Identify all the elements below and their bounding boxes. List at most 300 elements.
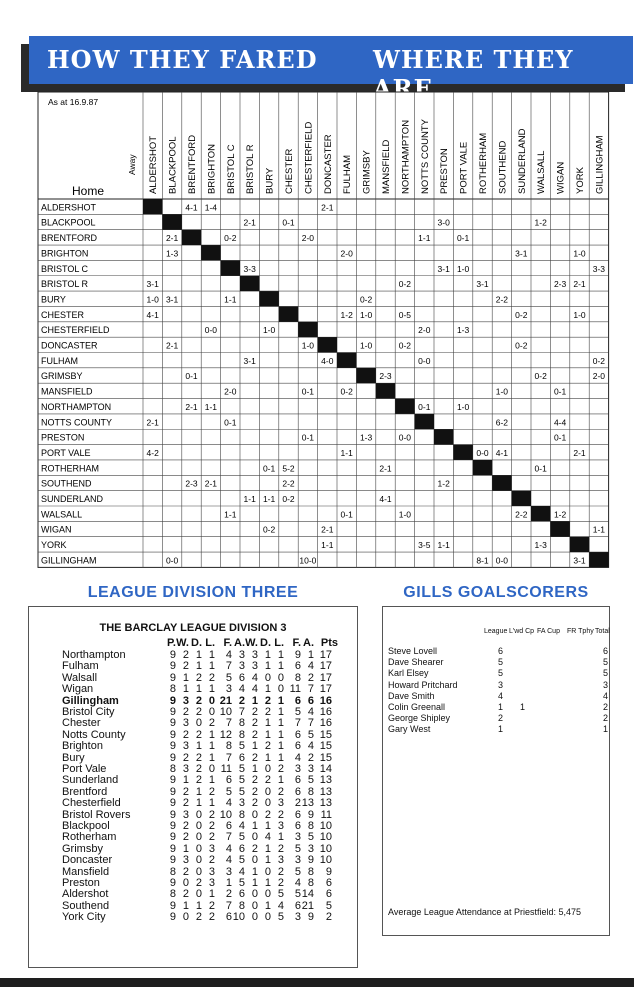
league-stat: 1 — [208, 751, 215, 764]
league-stat: 10 — [319, 854, 332, 867]
league-team-name: Southend — [62, 899, 110, 912]
league-stat: 5 — [307, 774, 314, 787]
grid-result: 2-1 — [321, 202, 334, 213]
league-stat: 2 — [182, 831, 189, 844]
league-stat: 14 — [319, 763, 332, 775]
grid-diagonal-cell — [337, 353, 356, 368]
league-team-name: York City — [62, 911, 106, 924]
grid-result: 0-2 — [515, 309, 528, 320]
league-stat: 4 — [225, 649, 232, 661]
league-stat: 1 — [195, 797, 202, 810]
league-table-row — [62, 867, 352, 878]
goalscorer-row — [388, 724, 608, 735]
grid-result: 0-1 — [282, 217, 295, 228]
grid-result: 3-1 — [476, 279, 489, 290]
league-stat: 0 — [208, 706, 215, 718]
grid-row-team: ALDERSHOT — [41, 202, 97, 213]
league-team-name: Sunderland — [62, 774, 119, 787]
league-stat: 6 — [294, 694, 301, 707]
league-stat: 6 — [294, 808, 301, 821]
league-stat: 7 — [225, 831, 232, 844]
grid-row-team: CHESTERFIELD — [41, 325, 110, 336]
grid-result: 0-2 — [340, 386, 353, 397]
league-team-name: Chester — [62, 717, 101, 730]
league-stat: 4 — [277, 899, 284, 912]
league-team-name: Rotherham — [62, 831, 117, 844]
grid-result: 1-1 — [340, 447, 353, 458]
how-they-fared-title: HOW THEY FARED — [47, 45, 318, 74]
league-stat: 6 — [294, 660, 301, 673]
league-team-name: Doncaster — [62, 854, 113, 867]
grid-row-team: FULHAM — [41, 355, 79, 366]
grid-result: 0-2 — [398, 279, 412, 290]
grid-result: 2-0 — [592, 371, 606, 382]
league-stat: 7 — [238, 706, 245, 718]
league-stat: 1 — [251, 820, 258, 832]
grid-row-team: SUNDERLAND — [41, 494, 104, 504]
grid-diagonal-cell — [318, 337, 337, 352]
grid-column-label: BURY — [264, 167, 276, 194]
league-column-header: A. — [303, 637, 314, 649]
league-table-row — [62, 901, 352, 912]
league-stat: 2 — [182, 785, 189, 798]
league-stat: 5 — [277, 888, 284, 901]
league-team-name: Port Vale — [62, 763, 107, 775]
league-stat: 2 — [294, 797, 301, 810]
league-stat: 6 — [294, 820, 301, 832]
league-table-row — [62, 753, 352, 764]
grid-result: 1-3 — [456, 325, 470, 336]
goalscorer-row — [388, 646, 608, 657]
league-stat: 1 — [277, 706, 284, 718]
league-stat: 9 — [169, 820, 176, 832]
grid-diagonal-cell — [531, 506, 550, 521]
average-attendance: Average League Attendance at Priestfield: 5,475 — [388, 907, 581, 917]
league-stat: 1 — [264, 751, 271, 764]
league-table-row — [62, 798, 352, 809]
league-stat: 0 — [208, 694, 215, 707]
league-column-header: D. — [191, 637, 202, 649]
grid-column-label: SUNDERLAND — [516, 128, 528, 194]
grid-diagonal-cell — [473, 460, 492, 475]
grid-diagonal-cell — [376, 383, 395, 398]
league-stat: 0 — [251, 911, 258, 924]
goalscorer-row — [388, 713, 608, 724]
league-stat: 7 — [294, 717, 301, 730]
grid-result: 0-1 — [553, 432, 567, 443]
league-column-header: Pts — [320, 637, 338, 649]
grid-diagonal-cell — [570, 537, 589, 552]
league-stat: 8 — [169, 865, 176, 878]
grid-result: 1-0 — [495, 386, 509, 397]
grid-result: 2-1 — [573, 447, 586, 458]
grid-result: 0-2 — [359, 294, 373, 305]
grid-result: 1-3 — [359, 432, 373, 443]
league-stat: 7 — [225, 751, 232, 764]
league-stat: 5 — [325, 899, 332, 912]
league-column-header: D. — [260, 637, 271, 649]
goalscorer-row — [388, 668, 608, 679]
league-stat: 3 — [238, 660, 245, 673]
league-stat: 2 — [195, 671, 202, 684]
league-stat: 0 — [195, 831, 202, 844]
grid-column-label: WIGAN — [555, 161, 567, 194]
league-stat: 3 — [294, 831, 301, 844]
league-stat: 5 — [225, 785, 232, 798]
grid-result: 1-2 — [534, 217, 547, 228]
league-table-row — [62, 696, 352, 707]
goalscorer-goals: 5 — [603, 668, 609, 679]
league-stat: 8 — [238, 717, 245, 730]
league-stat: 16 — [319, 694, 332, 707]
league-stat: 6 — [238, 888, 245, 901]
grid-result: 0-1 — [553, 386, 567, 397]
league-column-header: W. — [245, 637, 258, 649]
grid-column-label: GRIMSBY — [361, 150, 373, 194]
league-stat: 5 — [238, 854, 245, 867]
grid-column-label: ROTHERHAM — [478, 132, 489, 194]
league-column-header: P. — [167, 637, 176, 649]
league-stat: 0 — [264, 785, 271, 798]
grid-result: 1-1 — [592, 524, 606, 535]
grid-result: 1-0 — [359, 309, 373, 320]
league-stat: 2 — [182, 797, 189, 810]
grid-row-team: YORK — [41, 540, 67, 551]
grid-result: 4-0 — [321, 355, 334, 366]
where-they-are-title: WHERE THEY ARE — [373, 45, 574, 103]
league-stat: 0 — [264, 865, 271, 878]
grid-result: 0-2 — [398, 340, 412, 351]
league-stat: 1 — [277, 649, 284, 661]
grid-diagonal-cell — [395, 399, 414, 414]
league-stat: 15 — [319, 728, 332, 741]
goalscorer-goals: 4 — [603, 690, 609, 701]
grid-result: 4-1 — [379, 494, 392, 504]
league-stat: 6 — [238, 751, 245, 764]
league-stat: 8 — [307, 785, 314, 798]
league-team-name: Preston — [62, 877, 100, 889]
league-stat: 1 — [225, 877, 232, 889]
grid-result: 0-0 — [398, 432, 412, 443]
goalscorer-column-header: League — [484, 628, 508, 635]
league-stat: 2 — [208, 911, 215, 924]
league-stat: 0 — [264, 911, 271, 924]
goalscorer-goals: 5 — [498, 657, 504, 668]
league-stat: 6 — [294, 899, 301, 912]
league-stat: 3 — [277, 820, 284, 832]
league-stat: 1 — [195, 649, 202, 661]
grid-result: 1-0 — [456, 263, 470, 274]
grid-diagonal-cell — [550, 521, 569, 536]
goalscorer-column-header: Total — [595, 628, 610, 635]
league-team-name: Chesterfield — [62, 797, 121, 810]
league-team-name: Brentford — [62, 785, 108, 798]
goalscorer-row — [388, 680, 608, 691]
league-stat: 3 — [238, 649, 245, 661]
grid-result: 2-0 — [301, 233, 315, 244]
league-stat: 6 — [307, 694, 314, 707]
league-stat: 8 — [294, 671, 301, 684]
league-table-row — [62, 741, 352, 752]
grid-result: 4-1 — [185, 202, 198, 213]
grid-result: 0-2 — [262, 524, 276, 535]
league-stat: 1 — [251, 877, 258, 889]
league-stat: 2 — [195, 763, 202, 775]
goalscorer-goals: 1 — [498, 702, 504, 712]
league-team-name: Gillingham — [62, 694, 119, 707]
league-stat: 1 — [277, 728, 284, 741]
league-stat: 2 — [251, 706, 258, 718]
league-stat: 1 — [251, 763, 258, 775]
grid-result: 2-1 — [573, 279, 586, 290]
goalscorer-goals: 5 — [498, 668, 504, 679]
grid-column-label: CHESTER — [284, 148, 295, 194]
grid-diagonal-cell — [356, 368, 375, 383]
goalscorer-name: Dave Shearer — [388, 657, 444, 668]
league-stat: 1 — [182, 683, 189, 696]
league-stat: 6 — [294, 774, 301, 787]
grid-row-team: DONCASTER — [41, 340, 98, 351]
league-team-name: Brighton — [62, 740, 103, 753]
league-stat: 0 — [251, 831, 258, 844]
league-stat: 1 — [195, 899, 202, 912]
grid-row-team: GRIMSBY — [41, 371, 83, 382]
grid-diagonal-cell — [589, 552, 608, 567]
grid-result: 1-1 — [224, 509, 237, 520]
league-stat: 2 — [325, 911, 332, 924]
league-stat: 2 — [182, 706, 189, 718]
grid-result: 1-1 — [418, 233, 431, 244]
league-stat: 6 — [325, 888, 332, 901]
league-stat: 17 — [319, 649, 332, 661]
league-stat: 2 — [264, 808, 271, 821]
league-stat: 7 — [307, 717, 314, 730]
grid-result: 0-1 — [301, 386, 315, 397]
league-stat: 2 — [195, 694, 202, 707]
goalscorers-heading: GILLS GOALSCORERS — [403, 584, 589, 601]
grid-row-team: NOTTS COUNTY — [41, 417, 112, 428]
grid-diagonal-cell — [182, 230, 201, 245]
grid-result: 2-1 — [185, 401, 198, 412]
league-table-row — [62, 912, 352, 923]
league-stat: 9 — [169, 899, 176, 912]
grid-result: 0-0 — [476, 447, 489, 458]
grid-result: 1-2 — [340, 309, 353, 320]
goalscorer-goals: 6 — [498, 646, 504, 656]
league-stat: 5 — [277, 911, 284, 924]
league-stat: 2 — [182, 751, 189, 764]
league-stat: 4 — [238, 820, 245, 832]
league-stat: 2 — [264, 706, 271, 718]
league-stat: 1 — [277, 774, 284, 787]
league-stat: 2 — [307, 751, 314, 764]
league-stat: 5 — [238, 774, 245, 787]
league-stat: 6 — [238, 842, 245, 855]
league-stat: 3 — [182, 717, 189, 730]
goalscorer-column-header: FR Tphy — [567, 628, 594, 635]
league-stat: 9 — [169, 740, 176, 753]
grid-diagonal-cell — [492, 475, 511, 490]
goalscorer-goals: 5 — [603, 657, 609, 668]
grid-result: 1-0 — [359, 340, 373, 351]
league-stat: 9 — [169, 842, 176, 855]
league-stat: 0 — [264, 888, 271, 901]
league-stat: 15 — [319, 751, 332, 764]
league-stat: 13 — [319, 797, 332, 810]
league-stat: 12 — [219, 728, 232, 741]
league-stat: 8 — [169, 888, 176, 901]
grid-result: 2-3 — [553, 279, 567, 290]
league-stat: 0 — [251, 854, 258, 867]
grid-result: 0-2 — [224, 233, 237, 244]
league-stat: 10 — [219, 808, 232, 821]
league-stat: 0 — [264, 671, 271, 684]
league-stat: 4 — [294, 751, 301, 764]
league-table-row — [62, 844, 352, 855]
league-team-name: Blackpool — [62, 820, 110, 832]
grid-result: 3-1 — [573, 555, 586, 566]
league-stat: 2 — [225, 888, 232, 901]
grid-away-label: Away — [127, 154, 137, 175]
league-stat: 2 — [264, 740, 271, 753]
league-stat: 0 — [195, 808, 202, 821]
grid-diagonal-cell — [453, 445, 472, 460]
league-table-row — [62, 730, 352, 741]
league-stat: 2 — [208, 854, 215, 867]
grid-row-team: NORTHAMPTON — [41, 401, 112, 412]
grid-result: 1-1 — [437, 540, 450, 551]
league-team-name: Notts County — [62, 728, 126, 741]
league-stat: 4 — [251, 683, 258, 696]
grid-result: 2-1 — [243, 217, 256, 228]
grid-result: 1-2 — [553, 509, 567, 520]
league-stat: 2 — [264, 774, 271, 787]
league-stat: 15 — [319, 740, 332, 753]
league-stat: 13 — [319, 785, 332, 798]
grid-result: 3-3 — [243, 263, 256, 274]
league-column-header: L. — [205, 637, 215, 649]
league-stat: 2 — [277, 865, 284, 878]
grid-row-team: GILLINGHAM — [41, 555, 97, 566]
grid-row-team: BLACKPOOL — [41, 217, 96, 228]
grid-row-team: SOUTHEND — [41, 478, 92, 489]
league-stat: 1 — [195, 785, 202, 798]
grid-column-label: BRISTOL R — [245, 144, 257, 194]
league-stat: 2 — [182, 820, 189, 832]
grid-result: 1-1 — [262, 494, 276, 504]
league-stat: 1 — [264, 649, 271, 661]
league-stat: 9 — [307, 854, 314, 867]
league-stat: 9 — [169, 797, 176, 810]
league-stat: 2 — [251, 751, 258, 764]
league-stat: 1 — [195, 683, 202, 696]
grid-result: 0-1 — [262, 463, 276, 474]
grid-result: 1-1 — [243, 494, 256, 504]
league-stat: 11 — [220, 763, 232, 775]
grid-result: 2-3 — [185, 478, 198, 489]
league-stat: 0 — [277, 671, 284, 684]
league-table-row — [62, 673, 352, 684]
league-stat: 5 — [238, 831, 245, 844]
league-team-name: Mansfield — [62, 865, 110, 878]
grid-result: 1-0 — [262, 325, 276, 336]
league-stat: 9 — [169, 706, 176, 718]
league-stat: 0 — [195, 820, 202, 832]
grid-result: 2-2 — [515, 509, 528, 520]
league-stat: 0 — [195, 865, 202, 878]
league-stat: 2 — [195, 877, 202, 889]
grid-column-label: YORK — [575, 167, 586, 194]
grid-result: 5-2 — [282, 463, 295, 474]
league-column-header: W. — [176, 637, 189, 649]
league-stat: 2 — [195, 774, 202, 787]
grid-result: 2-1 — [379, 463, 392, 474]
grid-column-label: NOTTS COUNTY — [419, 119, 431, 194]
league-stat: 1 — [182, 899, 189, 912]
league-stat: 2 — [251, 797, 258, 810]
league-stat: 9 — [169, 785, 176, 798]
league-stat: 10 — [319, 842, 332, 855]
league-stat: 5 — [238, 763, 245, 775]
league-stat: 5 — [307, 831, 314, 844]
goalscorer-name: Dave Smith — [388, 690, 435, 701]
league-stat: 1 — [251, 694, 258, 707]
league-stat: 1 — [182, 671, 189, 684]
league-stat: 3 — [294, 911, 301, 924]
grid-row-team: WIGAN — [41, 524, 72, 535]
league-stat: 1 — [208, 797, 215, 810]
grid-result: 0-5 — [398, 309, 412, 320]
league-stat: 1 — [277, 831, 284, 844]
grid-column-label: MANSFIELD — [381, 139, 392, 194]
league-stat: 1 — [264, 899, 271, 912]
grid-column-label: BRIGHTON — [206, 144, 218, 194]
league-stat: 8 — [307, 865, 314, 878]
grid-result: 3-0 — [437, 217, 450, 228]
grid-date-label: As at 16.9.87 — [48, 97, 99, 107]
league-stat: 9 — [169, 808, 176, 821]
league-stat: 3 — [251, 649, 258, 661]
league-stat: 1 — [182, 774, 189, 787]
league-stat: 6 — [225, 911, 232, 924]
league-stat: 13 — [301, 797, 314, 810]
league-stat: 9 — [294, 649, 301, 661]
league-stat: 7 — [307, 683, 314, 696]
grid-result: 1-1 — [204, 401, 218, 412]
grid-column-label: NORTHAMPTON — [400, 119, 412, 194]
goalscorer-goals: 2 — [498, 713, 504, 724]
league-stat: 1 — [264, 820, 271, 832]
goalscorer-column-header: FA Cup — [537, 628, 560, 635]
league-stat: 1 — [264, 660, 271, 673]
league-stat: 1 — [277, 717, 284, 730]
grid-row-team: CHESTER — [41, 309, 85, 320]
grid-result: 0-1 — [456, 233, 470, 244]
league-stat: 3 — [225, 683, 232, 696]
league-stat: 4 — [225, 797, 232, 810]
league-stat: 4 — [251, 671, 258, 684]
league-stat: 21 — [219, 694, 232, 707]
league-stat: 2 — [195, 706, 202, 718]
league-stat: 11 — [289, 683, 301, 696]
grid-result: 0-1 — [301, 432, 315, 443]
league-stat: 2 — [195, 751, 202, 764]
league-stat: 17 — [319, 660, 332, 673]
goalscorer-row — [388, 657, 608, 668]
league-stat: 3 — [251, 660, 258, 673]
grid-diagonal-cell — [512, 491, 531, 506]
league-stat: 4 — [294, 877, 301, 889]
